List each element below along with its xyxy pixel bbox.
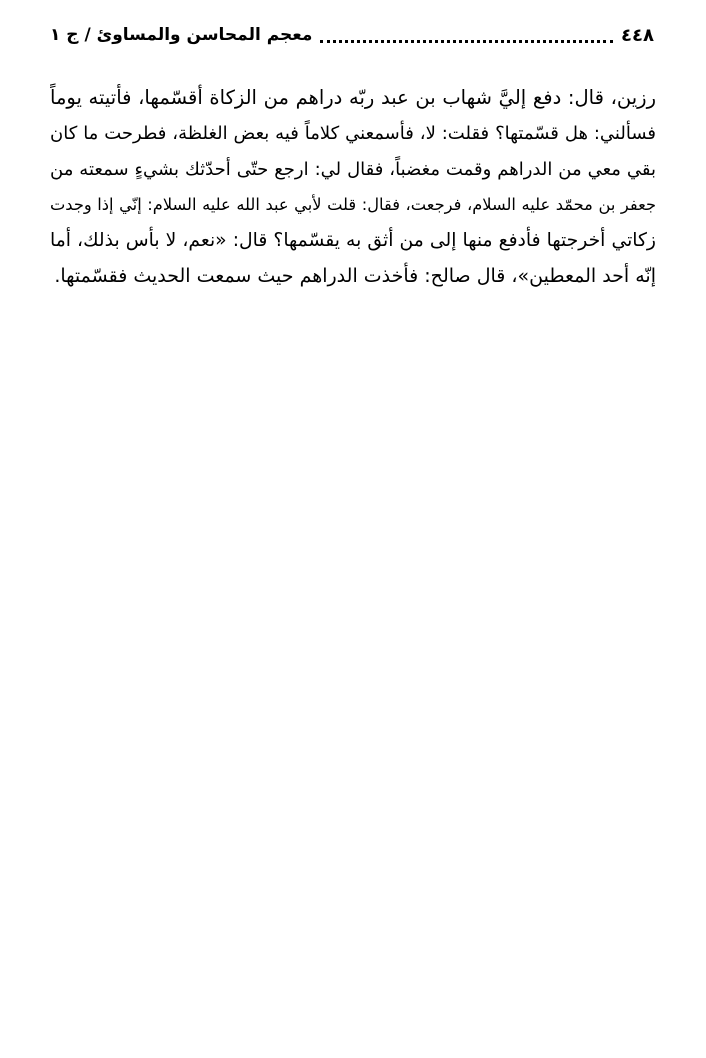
text-line: بقي معي من الدراهم وقمت مغضباً، فقال لي: ارجع حتّى أحدّثك بشيءٍ سمعته من bbox=[50, 158, 656, 180]
text-line: رزين، قال: دفع إليَّ شهاب بن عبد ربّه دراهم من الزكاة أقسّمها، فأتيته يوماً bbox=[50, 86, 656, 109]
text-line: إنّه أحد المعطين»، قال صالح: فأخذت الدراهم حيث سمعت الحديث فقسّمتها. bbox=[54, 264, 656, 287]
paragraph bbox=[50, 80, 656, 295]
text-line: فسألني: هل قسّمتها؟ فقلت: لا، فأسمعني كلاماً فيه بعض الغلظة، فطرحت ما كان bbox=[50, 122, 656, 144]
running-header bbox=[50, 17, 654, 53]
dotted-leader bbox=[320, 38, 613, 43]
body-text bbox=[50, 80, 656, 295]
text-line: زكاتي أخرجتها فأدفع منها إلى من أثق به يقسّمها؟ قال: «نعم، لا بأس بذلك، أما bbox=[50, 230, 656, 252]
book-title: معجم المحاسن والمساوئ / ج ١ bbox=[50, 25, 313, 45]
page-number: ٤٤٨ bbox=[621, 24, 654, 46]
text-line: جعفر بن محمّد عليه السلام، فرجعت، فقال: قلت لأبي عبد الله عليه السلام: إنّي إذا وجدت bbox=[50, 195, 656, 215]
